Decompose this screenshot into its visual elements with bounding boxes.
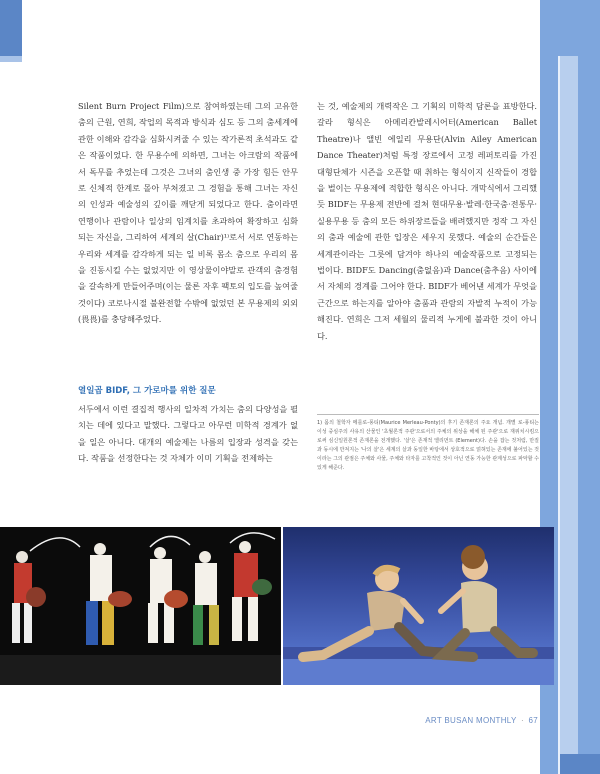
frame-decoration-bottom-right <box>560 754 600 774</box>
page-footer <box>425 716 538 725</box>
body-paragraph: 서두에서 이런 결집적 행사의 일차적 가치는 춤의 다양성을 펼치는 데에 있다고 말했다. 그렇다고 아무런 미학적 경계가 없을 일은 아니다. 대개의 예술제는 나름의 입장과 성격을 갖는다. 작품을 선정한다는 것 자체가 이미 기획을 전제하는 <box>78 404 298 464</box>
left-column-section <box>78 401 298 467</box>
body-paragraph: Silent Burn Project Film)으로 참여하였는데 그의 고유한 춤의 근원, 연희, 작업의 목적과 방식과 심도 등 그의 춤세계에 관한 이해와 감각을 심화시켜줄 수 있는 작가론적 초석과도 같은 작품이었다. 한 무용수에 의하면, 그녀는 아크람의 작품에서 독무를 추었는데 그것은 그녀의 춤인생 중 가장 힘든 안무로 신체적 한계로 몰아 부쳐졌고 그 경험을 통해 그녀는 자신의 인성과 예술성의 깊이를 깨닫게 되었다고 한다. 춤이라면 연행이나 관람이나 일상의 임계치를 초과하여 확장하고 심화되는 자신을, 그리하여 세계의 살(Chair)¹⁾로서 서로 연동하는 우리와 세계를 감각하게 되는 일 비록 몸소 춤으로 우리의 몸을 진동시킬 수는 없었지만 이 영상물이야말로 관객의 춤경험을 갈속하게 만들어주며(이는 물론 자후 팩토의 입도를 높여줄 것이다) 코로나시절 불완전할 수밖에 없었던 본 무용제의 외외(畏畏)를 충당해주었다. <box>78 101 298 325</box>
photo-contemporary-dance <box>283 527 554 685</box>
dancer-figure <box>441 545 533 657</box>
frame-decoration-bar <box>0 56 22 62</box>
footer-separator: · <box>521 716 524 725</box>
left-column <box>78 98 298 328</box>
section-heading: 열일곱 BIDF, 그 가로마를 위한 질문 <box>78 386 216 396</box>
frame-decoration-right-inner <box>558 56 578 774</box>
dance-illustration-right <box>283 527 554 685</box>
dancer-figure <box>303 567 443 657</box>
footnote: 1) 몸의 철학자 메를로-퐁티(Maurice Merleau-Ponty)의 후기 존재론의 주요 개념. 개별 로-퐁티는 이성 중심주의 사유의 산물인 '초월론적 주관'으로서의 주체의 위상을 해체 된 주관'으로 재위치시킴으로써 심신일원론적 존재론을 전개했다. '살'은 존재적 엘리먼트 (Element)다. 손을 잡는 것처럼, 만질과 동시에 만져지는 '나의 살'은 세계의 살과 동일한 바탕에서 상호적으로 얽혀있는 존재에 불어있는 것이라는 그의 관점은 주체와 사물, 주체와 타자를 고착적인 것이 아닌 연동 가능한 관계성으로 파악할 수 있게 해준다. <box>317 414 539 473</box>
right-column <box>317 98 537 344</box>
magazine-name: ART BUSAN MONTHLY <box>425 716 517 725</box>
dance-illustration-left <box>0 527 281 685</box>
frame-decoration-top-left <box>0 0 22 56</box>
body-paragraph: 는 것, 예술제의 개력작은 그 기획의 미학적 담론을 표방한다. 갈라 형식은 아메리칸발레시어터(American Ballet Theatre)나 앨빈 에일리 무용단(Alvin Ailey American Dance Theater)처럼 특정 장르에서 고정 레퍼토리를 가진 대형단체가 시즌을 오픈할 때 취하는 형식이지 신작들이 경합을 벌이는 무용제에 적합한 형식은 아니다. 개막식에서 그리했듯 BIDF는 무용제 전반에 걸쳐 현대무용·발레·한국춤·전통무·실용무용 등 춤의 모든 하위장르들을 배려했지만 정작 그 자신의 춤과 예술에 관한 입장은 세우지 못했다. 예술의 순간들은 세계관이라는 그릇에 담겨야 하나의 예술작품으로 고정되는 법이다. BIDF도 Dancing(춤없음)과 Dance(춤추음) 사이에서 자체의 경계를 그어야 한다. BIDF가 베어낸 세계가 무엇을 근간으로 하는지를 알아야 춤품과 관람의 자발적 누적이 가능해진다. 연희은 그저 세월의 물리적 누게에 불과한 것이 아니다. <box>317 101 537 341</box>
page-number: 67 <box>528 716 538 725</box>
photo-traditional-dance <box>0 527 281 685</box>
